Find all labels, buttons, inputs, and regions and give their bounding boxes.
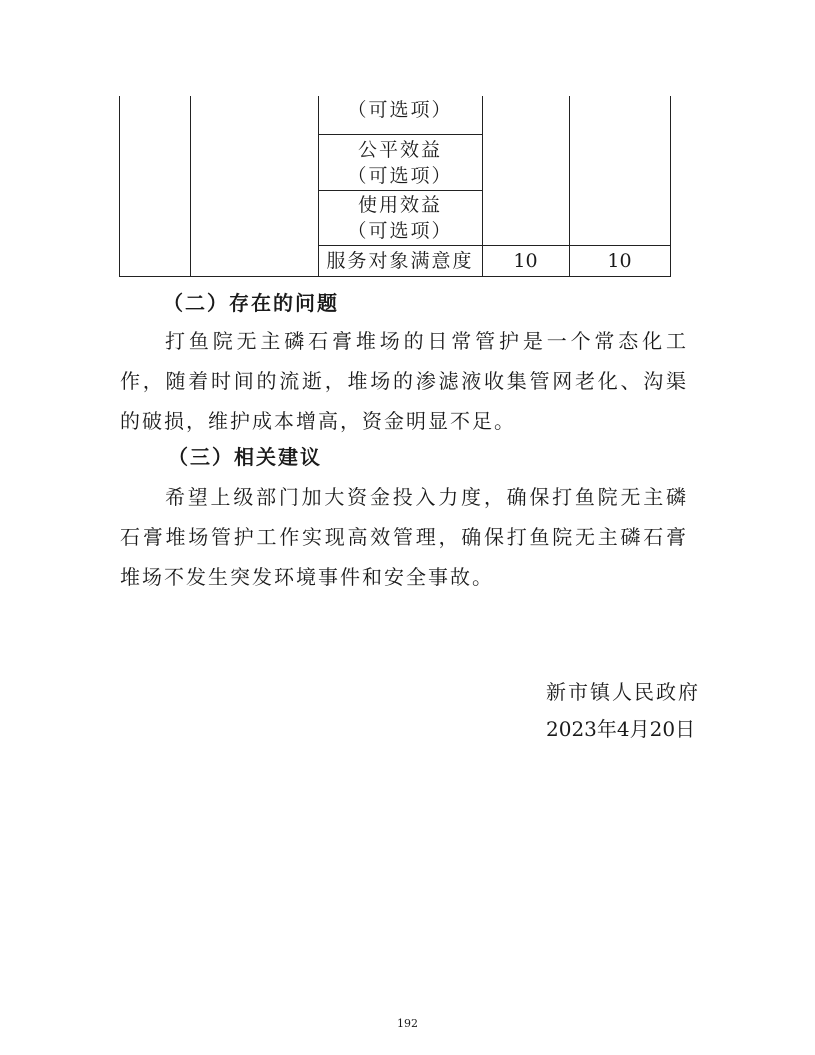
table-cell-indicator: 使用效益 <box>357 194 442 216</box>
row-divider-3 <box>318 245 671 246</box>
table-cell-weight: 10 <box>513 250 538 272</box>
section-heading-suggestions: （三）相关建议 <box>168 445 322 469</box>
section-heading-problems: （二）存在的问题 <box>163 291 339 315</box>
table-border-left <box>119 96 120 277</box>
table-cell-indicator: 公平效益 <box>357 139 442 161</box>
performance-table <box>0 0 815 280</box>
section-body-suggestions: 希望上级部门加大资金投入力度，确保打鱼院无主磷石膏堆场管护工作实现高效管理，确保打鱼院无主磷石膏堆场不发生突发环境事件和安全事故。 <box>120 485 688 589</box>
row-divider-2 <box>318 190 483 191</box>
table-cell-indicator-note: （可选项） <box>347 220 453 242</box>
table-border-right <box>670 96 671 277</box>
row-divider-1 <box>318 134 483 135</box>
table-divider-1 <box>190 96 191 277</box>
signature-org: 新市镇人民政府 <box>546 680 700 704</box>
table-border-bottom <box>119 276 671 277</box>
signature-date: 2023年4月20日 <box>546 717 696 741</box>
table-cell-score: 10 <box>607 250 632 272</box>
table-cell-indicator: 服务对象满意度 <box>326 250 474 272</box>
table-cell-indicator: （可选项） <box>347 99 453 121</box>
section-body-problems: 打鱼院无主磷石膏堆场的日常管护是一个常态化工作，随着时间的流逝，堆场的渗滤液收集管网老化、沟渠的破损，维护成本增高，资金明显不足。 <box>120 329 688 433</box>
table-cell-indicator-note: （可选项） <box>347 165 453 187</box>
page-number: 192 <box>397 1017 418 1030</box>
